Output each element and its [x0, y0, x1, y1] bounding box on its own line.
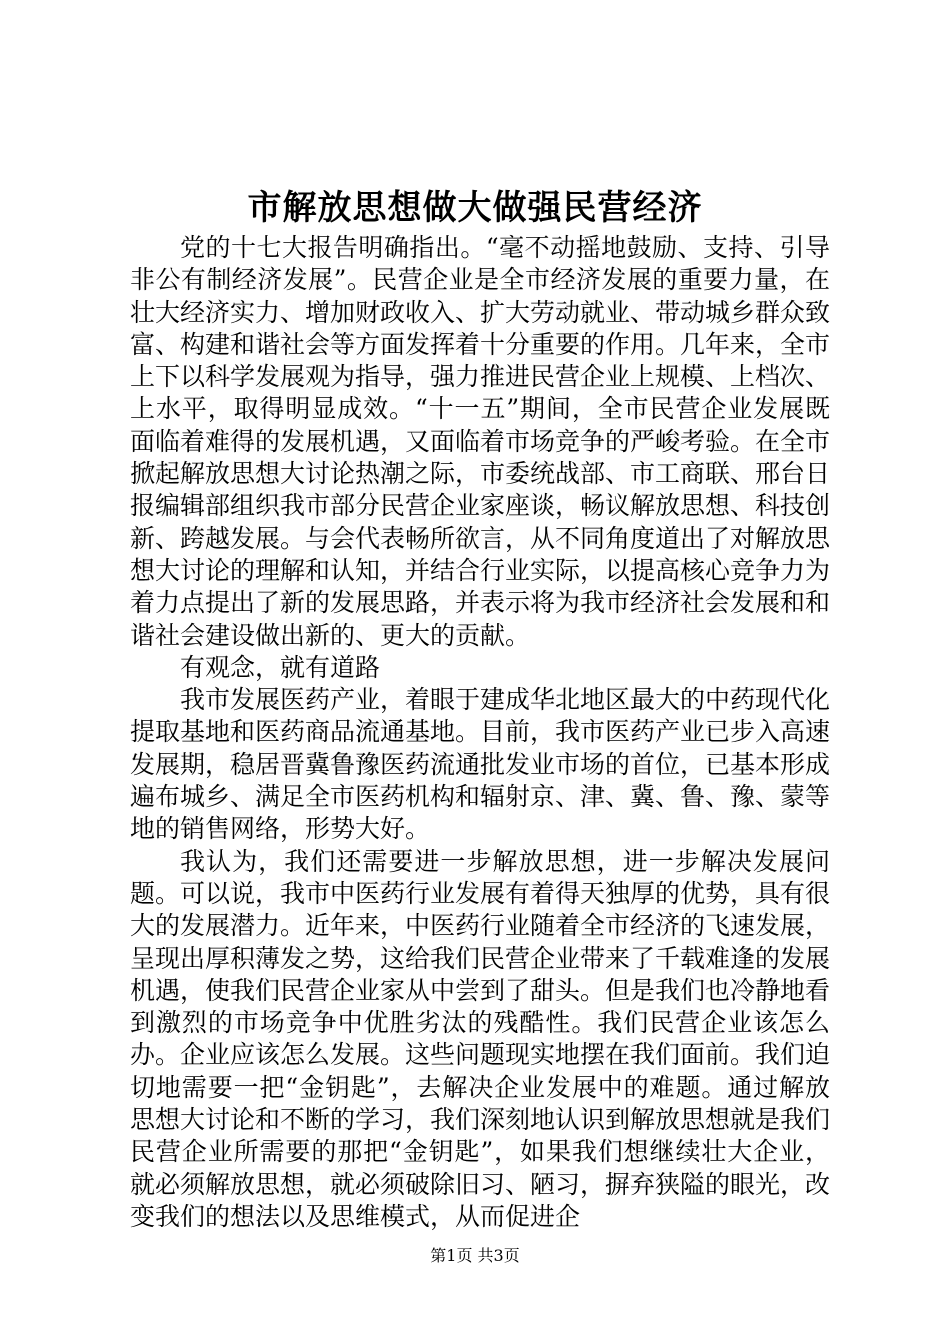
page-number-footer: 第1页 共3页 [430, 1246, 520, 1265]
document-title: 市解放思想做大做强民营经济 [247, 188, 703, 228]
document-body [130, 232, 830, 1233]
paragraph-intro: 党的十七大报告明确指出。“毫不动摇地鼓励、支持、引导非公有制经济发展”。民营企业是全市经济发展的重要力量，在壮大经济实力、增加财政收入、扩大劳动就业、带动城乡群众致富、构建和谐社会等方面发挥着十分重要的作用。几年来，全市上下以科学发展观为指导，强力推进民营企业上规模、上档次、上水平，取得明显成效。“十一五”期间，全市民营企业发展既面临着难得的发展机遇，又面临着市场竞争的严峻考验。在全市掀起解放思想大讨论热潮之际，市委统战部、市工商联、邢台日报编辑部组织我市部分民营企业家座谈，畅议解放思想、科技创新、跨越发展。与会代表畅所欲言，从不同角度道出了对解放思想大讨论的理解和认知，并结合行业实际，以提高核心竞争力为着力点提出了新的发展思路，并表示将为我市经济社会发展和和谐社会建设做出新的、更大的贡献。 [130, 233, 831, 650]
paragraph-opinion: 我认为，我们还需要进一步解放思想，进一步解决发展问题。可以说，我市中医药行业发展有着得天独厚的优势，具有很大的发展潜力。近年来，中医药行业随着全市经济的飞速发展，呈现出厚积薄发之势，这给我们民营企业带来了千载难逢的发展机遇，使我们民营企业家从中尝到了甜头。但是我们也冷静地看到激烈的市场竞争中优胜劣汰的残酷性。我们民营企业该怎么办。企业应该怎么发展。这些问题现实地摆在我们面前。我们迫切地需要一把“金钥匙”，去解决企业发展中的难题。通过解放思想大讨论和不断的学习，我们深刻地认识到解放思想就是我们民营企业所需要的那把“金钥匙”，如果我们想继续壮大企业，就必须解放思想，就必须破除旧习、陋习，摒弃狭隘的眼光，改变我们的想法以及思维模式，从而促进企 [130, 846, 831, 1231]
paragraph-pharma-industry: 我市发展医药产业，着眼于建成华北地区最大的中药现代化提取基地和医药商品流通基地。目前，我市医药产业已步入高速发展期，稳居晋冀鲁豫医药流通批发业市场的首位，已基本形成遍布城乡、满足全市医药机构和辐射京、津、冀、鲁、豫、蒙等地的销售网络，形势大好。 [130, 685, 831, 844]
section-heading: 有观念，就有道路 [180, 652, 381, 682]
